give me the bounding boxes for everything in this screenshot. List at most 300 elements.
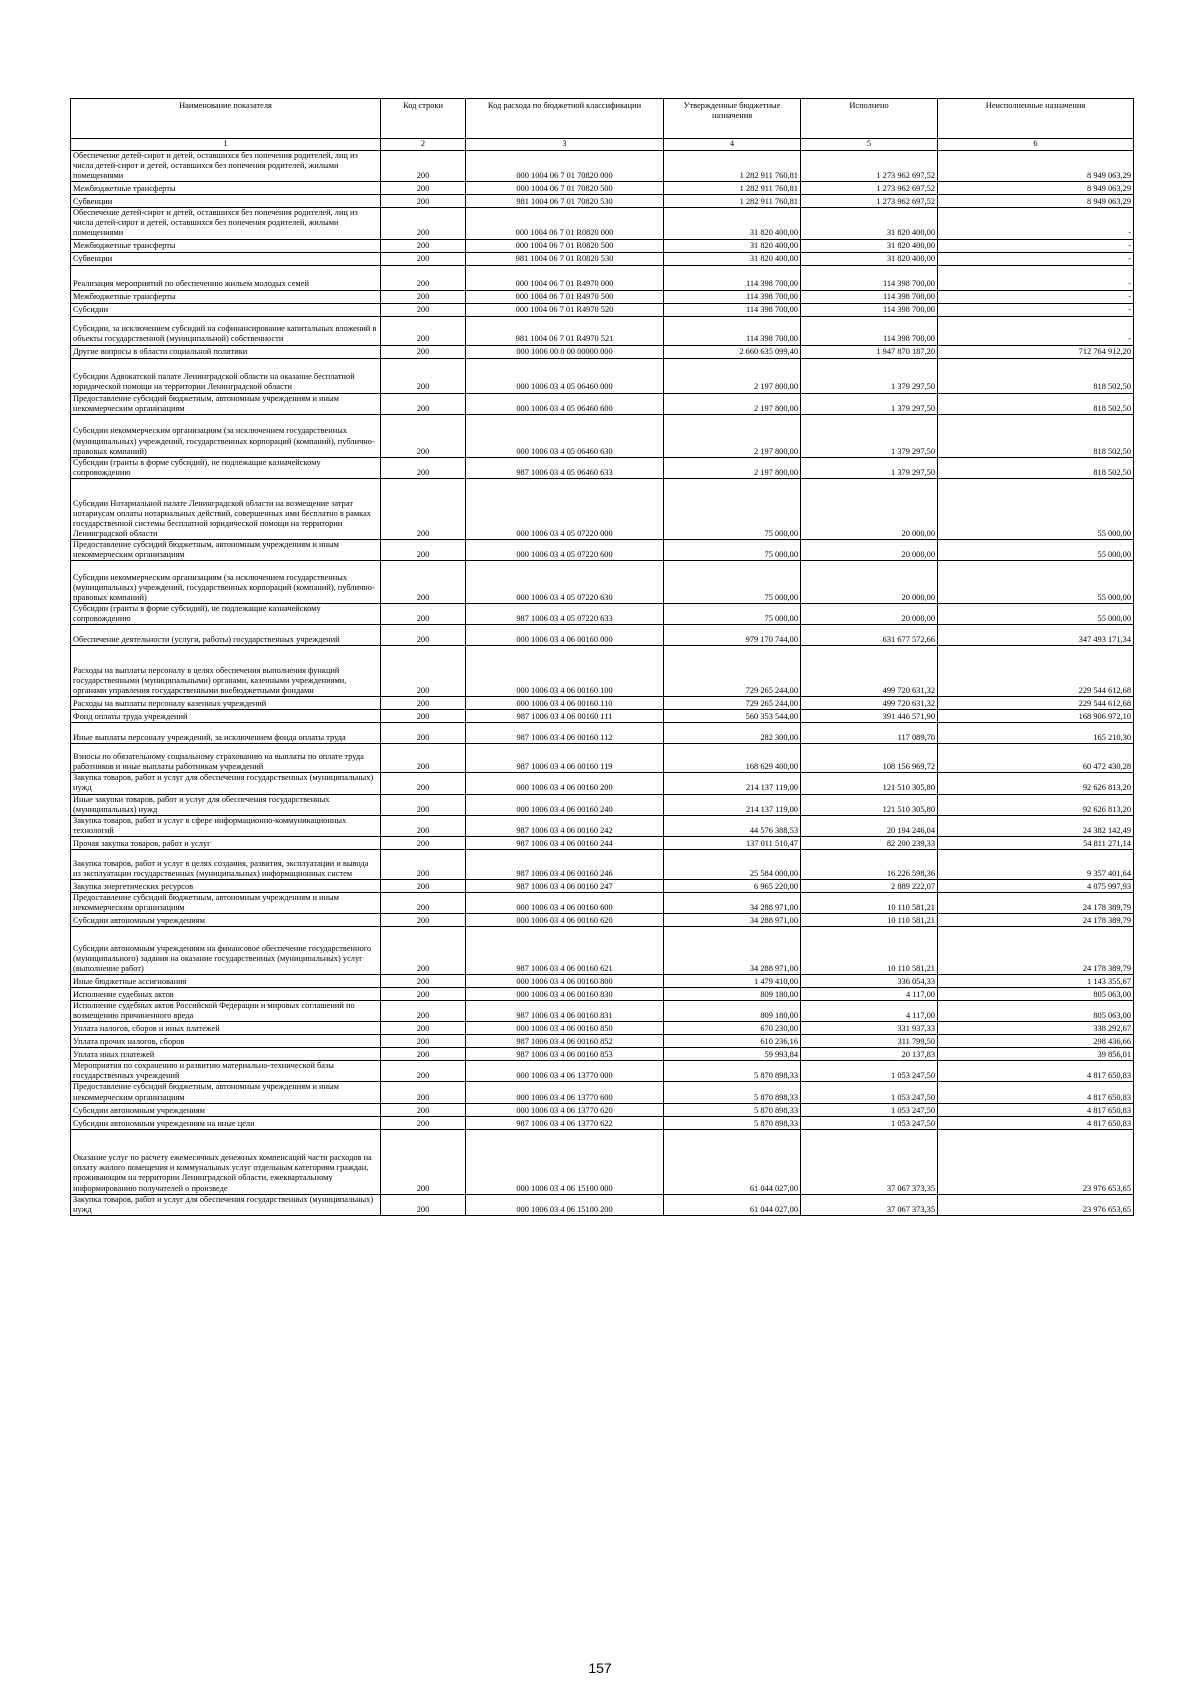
column-number-row xyxy=(71,139,1134,151)
row-executed: 499 720 631,32 xyxy=(801,697,938,710)
row-unexecuted: 55 000,00 xyxy=(938,604,1134,625)
row-unexecuted: 338 292,67 xyxy=(938,1022,1134,1035)
row-line-code: 200 xyxy=(381,773,466,794)
row-executed: 391 446 571,90 xyxy=(801,710,938,723)
row-unexecuted: 818 502,50 xyxy=(938,393,1134,414)
row-executed: 1 273 962 697,52 xyxy=(801,195,938,208)
row-line-code: 200 xyxy=(381,625,466,646)
row-name: Исполнение судебных актов Российской Федерации и мировых соглашений по возмещению причиненного вреда xyxy=(71,1001,381,1022)
row-line-code: 200 xyxy=(381,414,466,457)
table-row xyxy=(71,697,1134,710)
row-executed: 1 273 962 697,52 xyxy=(801,151,938,182)
row-classification-code: 987 1006 03 4 06 00160 242 xyxy=(466,815,664,836)
row-classification-code: 000 1006 03 4 06 15100 000 xyxy=(466,1129,664,1194)
table-row xyxy=(71,414,1134,457)
row-unexecuted: 8 949 063,29 xyxy=(938,195,1134,208)
row-line-code: 200 xyxy=(381,208,466,239)
row-executed: 20 194 246,04 xyxy=(801,815,938,836)
row-unexecuted: 229 544 612,68 xyxy=(938,646,1134,697)
row-approved: 729 265 244,00 xyxy=(664,697,801,710)
row-name: Субсидии (гранты в форме субсидий), не подлежащие казначейскому сопровождению xyxy=(71,457,381,478)
row-unexecuted: 4 817 650,83 xyxy=(938,1082,1134,1103)
row-approved: 31 820 400,00 xyxy=(664,252,801,265)
row-line-code: 200 xyxy=(381,879,466,892)
row-executed: 1 379 297,50 xyxy=(801,457,938,478)
row-approved: 75 000,00 xyxy=(664,604,801,625)
row-approved: 979 170 744,00 xyxy=(664,625,801,646)
row-executed: 1 053 247,50 xyxy=(801,1061,938,1082)
row-line-code: 200 xyxy=(381,457,466,478)
row-executed: 631 677 572,66 xyxy=(801,625,938,646)
table-row xyxy=(71,710,1134,723)
row-unexecuted: 8 949 063,29 xyxy=(938,182,1134,195)
header-approved: Утвержденные бюджетные назначения xyxy=(664,99,801,139)
row-unexecuted: 168 906 972,10 xyxy=(938,710,1134,723)
row-name: Прочая закупка товаров, работ и услуг xyxy=(71,836,381,849)
row-line-code: 200 xyxy=(381,1022,466,1035)
row-executed: 114 398 700,00 xyxy=(801,290,938,303)
row-approved: 214 137 119,00 xyxy=(664,794,801,815)
row-name: Закупка товаров, работ и услуг для обеспечения государственных (муниципальных) нужд xyxy=(71,773,381,794)
row-unexecuted: - xyxy=(938,208,1134,239)
row-executed: 1 053 247,50 xyxy=(801,1116,938,1129)
row-classification-code: 000 1006 03 4 05 07220 000 xyxy=(466,478,664,539)
row-classification-code: 000 1006 03 4 06 15100 200 xyxy=(466,1194,664,1215)
table-row xyxy=(71,849,1134,879)
row-executed: 31 820 400,00 xyxy=(801,208,938,239)
table-row xyxy=(71,794,1134,815)
row-name: Субсидии (гранты в форме субсидий), не подлежащие казначейскому сопровождению xyxy=(71,604,381,625)
row-approved: 61 044 027,00 xyxy=(664,1194,801,1215)
row-executed: 37 067 373,35 xyxy=(801,1129,938,1194)
row-executed: 20 000,00 xyxy=(801,604,938,625)
row-classification-code: 000 1004 06 7 01 70820 500 xyxy=(466,182,664,195)
row-line-code: 200 xyxy=(381,794,466,815)
row-executed: 121 510 305,80 xyxy=(801,794,938,815)
row-name: Обеспечение деятельности (услуги, работы) государственных учреждений xyxy=(71,625,381,646)
table-row xyxy=(71,988,1134,1001)
row-classification-code: 987 1006 03 4 06 00160 853 xyxy=(466,1048,664,1061)
row-approved: 34 288 971,00 xyxy=(664,892,801,913)
row-executed: 20 000,00 xyxy=(801,478,938,539)
row-line-code: 200 xyxy=(381,1035,466,1048)
table-row xyxy=(71,290,1134,303)
row-unexecuted: 24 382 142,49 xyxy=(938,815,1134,836)
table-row xyxy=(71,151,1134,182)
row-name: Межбюджетные трансферты xyxy=(71,239,381,252)
row-classification-code: 000 1006 03 4 06 00160 800 xyxy=(466,975,664,988)
row-unexecuted: 92 626 813,20 xyxy=(938,773,1134,794)
row-line-code: 200 xyxy=(381,849,466,879)
row-approved: 560 353 544,00 xyxy=(664,710,801,723)
table-row xyxy=(71,773,1134,794)
row-classification-code: 987 1006 03 4 06 00160 244 xyxy=(466,836,664,849)
row-unexecuted: 1 143 355,67 xyxy=(938,975,1134,988)
row-approved: 137 011 510,47 xyxy=(664,836,801,849)
row-approved: 2 197 800,00 xyxy=(664,358,801,393)
row-unexecuted: 9 357 401,64 xyxy=(938,849,1134,879)
table-row xyxy=(71,182,1134,195)
table-row xyxy=(71,265,1134,290)
row-executed: 20 000,00 xyxy=(801,561,938,604)
row-approved: 31 820 400,00 xyxy=(664,239,801,252)
row-name: Уплата налогов, сборов и иных платежей xyxy=(71,1022,381,1035)
row-line-code: 200 xyxy=(381,927,466,975)
table-row xyxy=(71,1082,1134,1103)
row-executed: 4 117,00 xyxy=(801,1001,938,1022)
row-classification-code: 987 1006 03 4 06 00160 119 xyxy=(466,744,664,773)
row-classification-code: 000 1006 03 4 05 06460 630 xyxy=(466,414,664,457)
row-classification-code: 000 1006 03 4 06 00160 000 xyxy=(466,625,664,646)
row-approved: 114 398 700,00 xyxy=(664,316,801,345)
column-number: 3 xyxy=(466,139,664,151)
row-unexecuted: 818 502,50 xyxy=(938,414,1134,457)
row-unexecuted: 347 493 171,34 xyxy=(938,625,1134,646)
row-approved: 5 870 898,33 xyxy=(664,1116,801,1129)
row-approved: 114 398 700,00 xyxy=(664,303,801,316)
row-executed: 31 820 400,00 xyxy=(801,252,938,265)
table-row xyxy=(71,478,1134,539)
budget-report-sheet xyxy=(70,98,1133,1216)
row-executed: 1 053 247,50 xyxy=(801,1103,938,1116)
row-approved: 31 820 400,00 xyxy=(664,208,801,239)
row-classification-code: 000 1004 06 7 01 R4970 500 xyxy=(466,290,664,303)
row-executed: 1 273 962 697,52 xyxy=(801,182,938,195)
table-row xyxy=(71,1022,1134,1035)
row-name: Предоставление субсидий бюджетным, автономным учреждениям и иным некоммерческим организациям xyxy=(71,539,381,560)
row-approved: 1 282 911 760,81 xyxy=(664,195,801,208)
header-unexecuted: Неисполненные назначения xyxy=(938,99,1134,139)
table-row xyxy=(71,1116,1134,1129)
row-executed: 114 398 700,00 xyxy=(801,316,938,345)
row-line-code: 200 xyxy=(381,239,466,252)
table-row xyxy=(71,195,1134,208)
row-approved: 1 282 911 760,81 xyxy=(664,151,801,182)
row-line-code: 200 xyxy=(381,1194,466,1215)
row-classification-code: 000 1004 06 7 01 70820 000 xyxy=(466,151,664,182)
row-executed: 121 510 305,80 xyxy=(801,773,938,794)
row-classification-code: 987 1006 03 4 06 00160 247 xyxy=(466,879,664,892)
row-name: Субсидии некоммерческим организациям (за исключением государственных (муниципальных) учреждений, государственных корпораций (компаний), публично-правовых компаний) xyxy=(71,561,381,604)
row-approved: 2 660 635 099,40 xyxy=(664,345,801,358)
row-classification-code: 000 1006 03 4 06 00160 240 xyxy=(466,794,664,815)
row-executed: 82 200 239,33 xyxy=(801,836,938,849)
row-classification-code: 000 1006 03 4 06 00160 200 xyxy=(466,773,664,794)
row-name: Межбюджетные трансферты xyxy=(71,182,381,195)
row-unexecuted: 23 976 653,65 xyxy=(938,1129,1134,1194)
row-line-code: 200 xyxy=(381,290,466,303)
row-approved: 5 870 898,33 xyxy=(664,1082,801,1103)
row-line-code: 200 xyxy=(381,393,466,414)
row-executed: 2 889 222,07 xyxy=(801,879,938,892)
row-executed: 1 053 247,50 xyxy=(801,1082,938,1103)
row-classification-code: 000 1004 06 7 01 R4970 520 xyxy=(466,303,664,316)
row-unexecuted: 298 436,66 xyxy=(938,1035,1134,1048)
table-row xyxy=(71,1001,1134,1022)
row-name: Реализация мероприятий по обеспечению жильем молодых семей xyxy=(71,265,381,290)
row-executed: 16 226 598,36 xyxy=(801,849,938,879)
row-unexecuted: 805 063,00 xyxy=(938,988,1134,1001)
column-number: 2 xyxy=(381,139,466,151)
table-row xyxy=(71,975,1134,988)
row-approved: 214 137 119,00 xyxy=(664,773,801,794)
row-name: Обеспечение детей-сирот и детей, оставшихся без попечения родителей, лиц из числа детей-сирот и детей, оставшихся без попечения родителей, жилыми помещениями xyxy=(71,208,381,239)
row-unexecuted: 4 817 650,83 xyxy=(938,1116,1134,1129)
row-classification-code: 981 1004 06 7 01 R4970 521 xyxy=(466,316,664,345)
row-unexecuted: 165 210,30 xyxy=(938,723,1134,744)
page-number: 157 xyxy=(588,1660,612,1676)
row-classification-code: 000 1006 03 4 05 07220 630 xyxy=(466,561,664,604)
row-approved: 670 230,00 xyxy=(664,1022,801,1035)
row-name: Субсидии некоммерческим организациям (за исключением государственных (муниципальных) учреждений, государственных корпораций (компаний), публично-правовых компаний) xyxy=(71,414,381,457)
row-line-code: 200 xyxy=(381,151,466,182)
row-executed: 1 379 297,50 xyxy=(801,358,938,393)
row-line-code: 200 xyxy=(381,1103,466,1116)
row-name: Закупка товаров, работ и услуг в сфере информационно-коммуникационных технологий xyxy=(71,815,381,836)
row-name: Фонд оплаты труда учреждений xyxy=(71,710,381,723)
row-line-code: 200 xyxy=(381,358,466,393)
table-row xyxy=(71,1048,1134,1061)
row-name: Исполнение судебных актов xyxy=(71,988,381,1001)
row-classification-code: 987 1006 03 4 06 13770 622 xyxy=(466,1116,664,1129)
row-unexecuted: - xyxy=(938,252,1134,265)
row-classification-code: 000 1006 03 4 06 13770 000 xyxy=(466,1061,664,1082)
row-executed: 114 398 700,00 xyxy=(801,265,938,290)
row-classification-code: 987 1006 03 4 06 00160 831 xyxy=(466,1001,664,1022)
row-classification-code: 000 1006 03 4 06 00160 110 xyxy=(466,697,664,710)
row-executed: 499 720 631,32 xyxy=(801,646,938,697)
row-classification-code: 000 1006 03 4 05 06460 600 xyxy=(466,393,664,414)
row-unexecuted: 818 502,50 xyxy=(938,358,1134,393)
row-approved: 114 398 700,00 xyxy=(664,265,801,290)
row-classification-code: 981 1004 06 7 01 70820 530 xyxy=(466,195,664,208)
row-name: Субсидии автономным учреждениям на иные цели xyxy=(71,1116,381,1129)
row-classification-code: 000 1006 03 4 06 13770 620 xyxy=(466,1103,664,1116)
row-unexecuted: - xyxy=(938,239,1134,252)
row-line-code: 200 xyxy=(381,265,466,290)
row-unexecuted: 55 000,00 xyxy=(938,539,1134,560)
table-row xyxy=(71,1035,1134,1048)
row-approved: 1 479 410,00 xyxy=(664,975,801,988)
row-executed: 311 799,50 xyxy=(801,1035,938,1048)
row-name: Мероприятия по сохранению и развитию материально-технической базы государственных учреждений xyxy=(71,1061,381,1082)
row-unexecuted: 55 000,00 xyxy=(938,478,1134,539)
row-name: Иные закупки товаров, работ и услуг для обеспечения государственных (муниципальных) нужд xyxy=(71,794,381,815)
row-approved: 2 197 800,00 xyxy=(664,414,801,457)
row-approved: 75 000,00 xyxy=(664,478,801,539)
row-name: Субсидии автономным учреждениям xyxy=(71,914,381,927)
table-row xyxy=(71,1194,1134,1215)
row-name: Уплата прочих налогов, сборов xyxy=(71,1035,381,1048)
row-name: Иные бюджетные ассигнования xyxy=(71,975,381,988)
row-approved: 610 236,16 xyxy=(664,1035,801,1048)
row-unexecuted: 4 075 997,93 xyxy=(938,879,1134,892)
table-row xyxy=(71,316,1134,345)
row-executed: 1 947 870 187,20 xyxy=(801,345,938,358)
table-row xyxy=(71,1061,1134,1082)
row-name: Субсидии xyxy=(71,303,381,316)
row-approved: 25 584 000,00 xyxy=(664,849,801,879)
row-unexecuted: 55 000,00 xyxy=(938,561,1134,604)
header-indicator-name: Наименование показателя xyxy=(71,99,381,139)
row-unexecuted: 92 626 813,20 xyxy=(938,794,1134,815)
row-approved: 59 993,84 xyxy=(664,1048,801,1061)
row-line-code: 200 xyxy=(381,744,466,773)
column-number: 4 xyxy=(664,139,801,151)
row-approved: 2 197 800,00 xyxy=(664,393,801,414)
row-line-code: 200 xyxy=(381,1001,466,1022)
table-row xyxy=(71,239,1134,252)
budget-execution-table xyxy=(70,98,1134,1216)
row-unexecuted: 23 976 653,65 xyxy=(938,1194,1134,1215)
row-name: Взносы по обязательному социальному страхованию на выплаты по оплате труда работников и иные выплаты работникам учреждений xyxy=(71,744,381,773)
table-row xyxy=(71,927,1134,975)
table-row xyxy=(71,723,1134,744)
row-executed: 20 137,83 xyxy=(801,1048,938,1061)
row-executed: 117 089,70 xyxy=(801,723,938,744)
header-classification-code: Код расхода по бюджетной классификации xyxy=(466,99,664,139)
row-classification-code: 987 1006 03 4 06 00160 112 xyxy=(466,723,664,744)
row-unexecuted: 60 472 430,28 xyxy=(938,744,1134,773)
row-unexecuted: 818 502,50 xyxy=(938,457,1134,478)
row-classification-code: 000 1004 06 7 01 R0820 000 xyxy=(466,208,664,239)
row-classification-code: 000 1006 03 4 05 06460 000 xyxy=(466,358,664,393)
row-approved: 114 398 700,00 xyxy=(664,290,801,303)
row-unexecuted: 4 817 650,83 xyxy=(938,1061,1134,1082)
row-name: Закупка товаров, работ и услуг для обеспечения государственных (муниципальных) нужд xyxy=(71,1194,381,1215)
row-approved: 809 180,00 xyxy=(664,988,801,1001)
row-unexecuted: 24 178 389,79 xyxy=(938,927,1134,975)
row-unexecuted: - xyxy=(938,303,1134,316)
row-approved: 809 180,00 xyxy=(664,1001,801,1022)
row-name: Оказание услуг по расчету ежемесячных денежных компенсаций части расходов на оплату жилого помещения и коммунальных услуг отдельным категориям граждан, проживающим на территории Ленинградской области, ежеквартальному информированию получателей о произведе xyxy=(71,1129,381,1194)
row-line-code: 200 xyxy=(381,1116,466,1129)
row-name: Субсидии автономным учреждениям xyxy=(71,1103,381,1116)
row-name: Субсидии, за исключением субсидий на софинансирование капитальных вложений в объекты государственной (муниципальной) собственности xyxy=(71,316,381,345)
row-classification-code: 000 1006 00 0 00 00000 000 xyxy=(466,345,664,358)
row-line-code: 200 xyxy=(381,561,466,604)
row-line-code: 200 xyxy=(381,604,466,625)
row-line-code: 200 xyxy=(381,1129,466,1194)
table-row xyxy=(71,879,1134,892)
row-name: Предоставление субсидий бюджетным, автономным учреждениям и иным некоммерческим организациям xyxy=(71,1082,381,1103)
table-row xyxy=(71,1103,1134,1116)
row-unexecuted: 54 811 271,14 xyxy=(938,836,1134,849)
table-row xyxy=(71,892,1134,913)
row-line-code: 200 xyxy=(381,723,466,744)
row-line-code: 200 xyxy=(381,345,466,358)
row-line-code: 200 xyxy=(381,252,466,265)
row-name: Субвенции xyxy=(71,252,381,265)
row-approved: 168 629 400,00 xyxy=(664,744,801,773)
row-approved: 729 265 244,00 xyxy=(664,646,801,697)
table-row xyxy=(71,815,1134,836)
column-number: 5 xyxy=(801,139,938,151)
table-row xyxy=(71,836,1134,849)
row-classification-code: 000 1004 06 7 01 R0820 500 xyxy=(466,239,664,252)
row-executed: 336 054,33 xyxy=(801,975,938,988)
row-name: Иные выплаты персоналу учреждений, за исключением фонда оплаты труда xyxy=(71,723,381,744)
row-unexecuted: 24 178 389,79 xyxy=(938,892,1134,913)
column-number: 6 xyxy=(938,139,1134,151)
table-row xyxy=(71,303,1134,316)
row-executed: 108 156 969,72 xyxy=(801,744,938,773)
row-executed: 114 398 700,00 xyxy=(801,303,938,316)
row-classification-code: 000 1006 03 4 05 07220 600 xyxy=(466,539,664,560)
row-name: Расходы на выплаты персоналу казенных учреждений xyxy=(71,697,381,710)
row-classification-code: 000 1006 03 4 06 00160 620 xyxy=(466,914,664,927)
row-executed: 10 110 581,21 xyxy=(801,914,938,927)
table-header-row xyxy=(71,99,1134,139)
row-classification-code: 987 1006 03 4 06 00160 852 xyxy=(466,1035,664,1048)
row-line-code: 200 xyxy=(381,697,466,710)
row-name: Другие вопросы в области социальной политики xyxy=(71,345,381,358)
row-unexecuted: 229 544 612,68 xyxy=(938,697,1134,710)
row-approved: 1 282 911 760,81 xyxy=(664,182,801,195)
row-line-code: 200 xyxy=(381,975,466,988)
table-row xyxy=(71,646,1134,697)
table-row xyxy=(71,1129,1134,1194)
row-executed: 1 379 297,50 xyxy=(801,414,938,457)
row-unexecuted: 4 817 650,83 xyxy=(938,1103,1134,1116)
row-executed: 1 379 297,50 xyxy=(801,393,938,414)
row-line-code: 200 xyxy=(381,539,466,560)
row-classification-code: 987 1006 03 4 05 06460 633 xyxy=(466,457,664,478)
row-line-code: 200 xyxy=(381,195,466,208)
table-row xyxy=(71,457,1134,478)
table-row xyxy=(71,604,1134,625)
row-executed: 20 000,00 xyxy=(801,539,938,560)
row-line-code: 200 xyxy=(381,1048,466,1061)
table-row xyxy=(71,914,1134,927)
row-line-code: 200 xyxy=(381,815,466,836)
row-unexecuted: 39 856,01 xyxy=(938,1048,1134,1061)
row-approved: 2 197 800,00 xyxy=(664,457,801,478)
row-line-code: 200 xyxy=(381,988,466,1001)
row-name: Субсидии Адвокатской палате Ленинградской области на оказание бесплатной юридической помощи на территории Ленинградской области xyxy=(71,358,381,393)
row-approved: 6 965 220,00 xyxy=(664,879,801,892)
row-approved: 44 576 388,53 xyxy=(664,815,801,836)
row-line-code: 200 xyxy=(381,914,466,927)
row-approved: 75 000,00 xyxy=(664,561,801,604)
row-classification-code: 000 1006 03 4 06 13770 600 xyxy=(466,1082,664,1103)
row-approved: 75 000,00 xyxy=(664,539,801,560)
row-classification-code: 987 1006 03 4 06 00160 111 xyxy=(466,710,664,723)
row-executed: 331 937,33 xyxy=(801,1022,938,1035)
row-executed: 31 820 400,00 xyxy=(801,239,938,252)
table-row xyxy=(71,625,1134,646)
row-unexecuted: 8 949 063,29 xyxy=(938,151,1134,182)
row-name: Предоставление субсидий бюджетным, автономным учреждениям и иным некоммерческим организациям xyxy=(71,892,381,913)
row-line-code: 200 xyxy=(381,646,466,697)
row-approved: 34 288 971,00 xyxy=(664,914,801,927)
row-unexecuted: 24 178 389,79 xyxy=(938,914,1134,927)
table-row xyxy=(71,393,1134,414)
row-line-code: 200 xyxy=(381,836,466,849)
row-unexecuted: - xyxy=(938,265,1134,290)
row-approved: 61 044 027,00 xyxy=(664,1129,801,1194)
table-row xyxy=(71,208,1134,239)
row-classification-code: 987 1006 03 4 06 00160 246 xyxy=(466,849,664,879)
row-line-code: 200 xyxy=(381,316,466,345)
row-classification-code: 000 1006 03 4 06 00160 100 xyxy=(466,646,664,697)
row-unexecuted: 712 764 912,20 xyxy=(938,345,1134,358)
column-number: 1 xyxy=(71,139,381,151)
row-name: Закупка энергетических ресурсов xyxy=(71,879,381,892)
header-executed: Исполнено xyxy=(801,99,938,139)
row-approved: 5 870 898,33 xyxy=(664,1061,801,1082)
row-classification-code: 987 1006 03 4 05 07220 633 xyxy=(466,604,664,625)
